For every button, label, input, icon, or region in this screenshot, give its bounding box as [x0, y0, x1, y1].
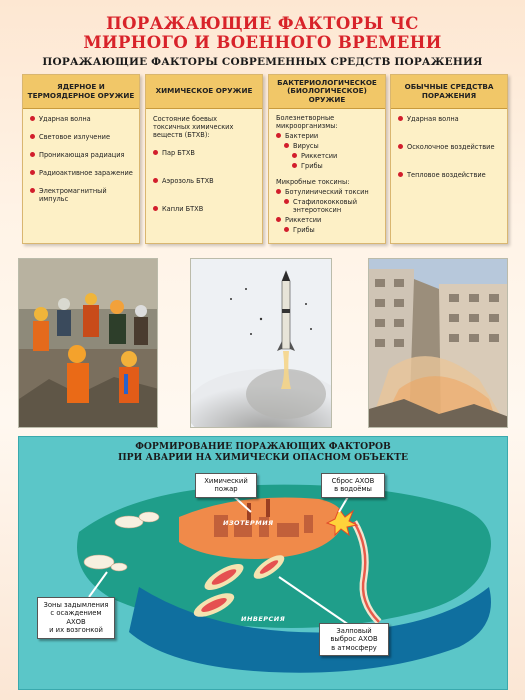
bullet-icon: [398, 144, 403, 149]
card-intro-2: Микробные токсины:: [276, 178, 350, 186]
bullet-icon: [30, 116, 35, 121]
bullet-icon: [276, 133, 281, 138]
card-header: ОБЫЧНЫЕ СРЕДСТВА ПОРАЖЕНИЯ: [391, 75, 507, 109]
bullet-icon: [398, 116, 403, 121]
list-item: Тепловое воздействие: [398, 171, 501, 179]
title-line-1: ПОРАЖАЮЩИЕ ФАКТОРЫ ЧС: [106, 14, 419, 33]
isotherm-label: ИЗОТЕРМИЯ: [223, 519, 274, 527]
card-intro: Болезнетворные микроорганизмы:: [276, 114, 338, 130]
missile-illustration: [191, 259, 332, 428]
bullet-icon: [284, 143, 289, 148]
list-item: Грибы: [292, 162, 379, 170]
card-body: [23, 109, 139, 217]
list-item: Аэрозоль БТХВ: [153, 177, 256, 185]
rescue-scene-illustration: [19, 259, 158, 428]
card-body: [391, 109, 507, 193]
card-intro: Состояние боевых токсичных химических веществ (БТХВ):: [153, 115, 234, 139]
list-item: Пар БТХВ: [153, 149, 256, 157]
list-item: Радиоактивное заражение: [30, 169, 133, 177]
bullet-icon: [30, 152, 35, 157]
bullet-icon: [284, 199, 289, 204]
card-conventional-weapons: [390, 74, 508, 244]
card-body: [146, 109, 262, 227]
bullet-icon: [30, 170, 35, 175]
bullet-icon: [292, 163, 297, 168]
section-subtitle: ПОРАЖАЮЩИЕ ФАКТОРЫ СОВРЕМЕННЫХ СРЕДСТВ ПОРАЖЕНИЯ: [42, 56, 483, 68]
bullet-icon: [398, 172, 403, 177]
title-line-2: МИРНОГО И ВОЕННОГО ВРЕМЕНИ: [83, 33, 442, 52]
bullet-icon: [30, 134, 35, 139]
bullet-icon: [30, 188, 35, 193]
list-item: Вирусы: [284, 142, 379, 150]
bullet-icon: [292, 153, 297, 158]
collapsed-building-photo: [368, 258, 508, 428]
card-nuclear-weapons: [22, 74, 140, 244]
list-item: Грибы: [284, 226, 379, 234]
list-item: Проникающая радиация: [30, 151, 133, 159]
bullet-icon: [153, 206, 158, 211]
rescue-workers-photo: [18, 258, 158, 428]
list-item: Осколочное воздействие: [398, 143, 501, 151]
list-item: Капли БТХВ: [153, 205, 256, 213]
card-body: [269, 109, 385, 240]
list-item: Ботулинический токсин: [276, 188, 379, 196]
card-header: БАКТЕРИОЛОГИЧЕСКОЕ (БИОЛОГИЧЕСКОЕ) ОРУЖИЕ: [269, 75, 385, 109]
list-item: Ударная волна: [30, 115, 133, 123]
inversion-label: ИНВЕРСИЯ: [241, 615, 286, 623]
card-biological-weapons: [268, 74, 386, 244]
bullet-icon: [153, 178, 158, 183]
bullet-icon: [284, 227, 289, 232]
chemical-fire-callout: Химический пожар: [195, 473, 257, 498]
bullet-icon: [276, 217, 281, 222]
water-discharge-callout: Сброс АХОВ в водоёмы: [321, 473, 385, 498]
list-item: Риккетсии: [276, 216, 379, 224]
list-item: Бактерии: [276, 132, 379, 140]
list-item: Риккетсии: [292, 152, 379, 160]
page-title: [0, 14, 525, 52]
list-item: Стафилококковый энтеротоксин: [284, 198, 379, 214]
card-header: ХИМИЧЕСКОЕ ОРУЖИЕ: [146, 75, 262, 109]
card-header: ЯДЕРНОЕ И ТЕРМОЯДЕРНОЕ ОРУЖИЕ: [23, 75, 139, 109]
bullet-icon: [276, 189, 281, 194]
salvo-release-callout: Залповый выброс АХОВ в атмосферу: [319, 623, 389, 656]
missile-launch-photo: [190, 258, 332, 428]
building-illustration: [369, 259, 508, 428]
chemical-accident-scheme: [18, 436, 508, 690]
list-item: Электромагнитный импульс: [30, 187, 133, 203]
bullet-icon: [153, 150, 158, 155]
scheme-title: ФОРМИРОВАНИЕ ПОРАЖАЮЩИХ ФАКТОРОВ ПРИ АВАРИИ НА ХИМИЧЕСКИ ОПАСНОМ ОБЪЕКТЕ: [118, 441, 408, 463]
card-chemical-weapons: [145, 74, 263, 244]
list-item: Световое излучение: [30, 133, 133, 141]
scheme-map-illustration: [19, 437, 509, 691]
smoke-zones-callout: Зоны задымления с осаждением АХОВ и их возгонкой: [37, 597, 115, 639]
list-item: Ударная волна: [398, 115, 501, 123]
